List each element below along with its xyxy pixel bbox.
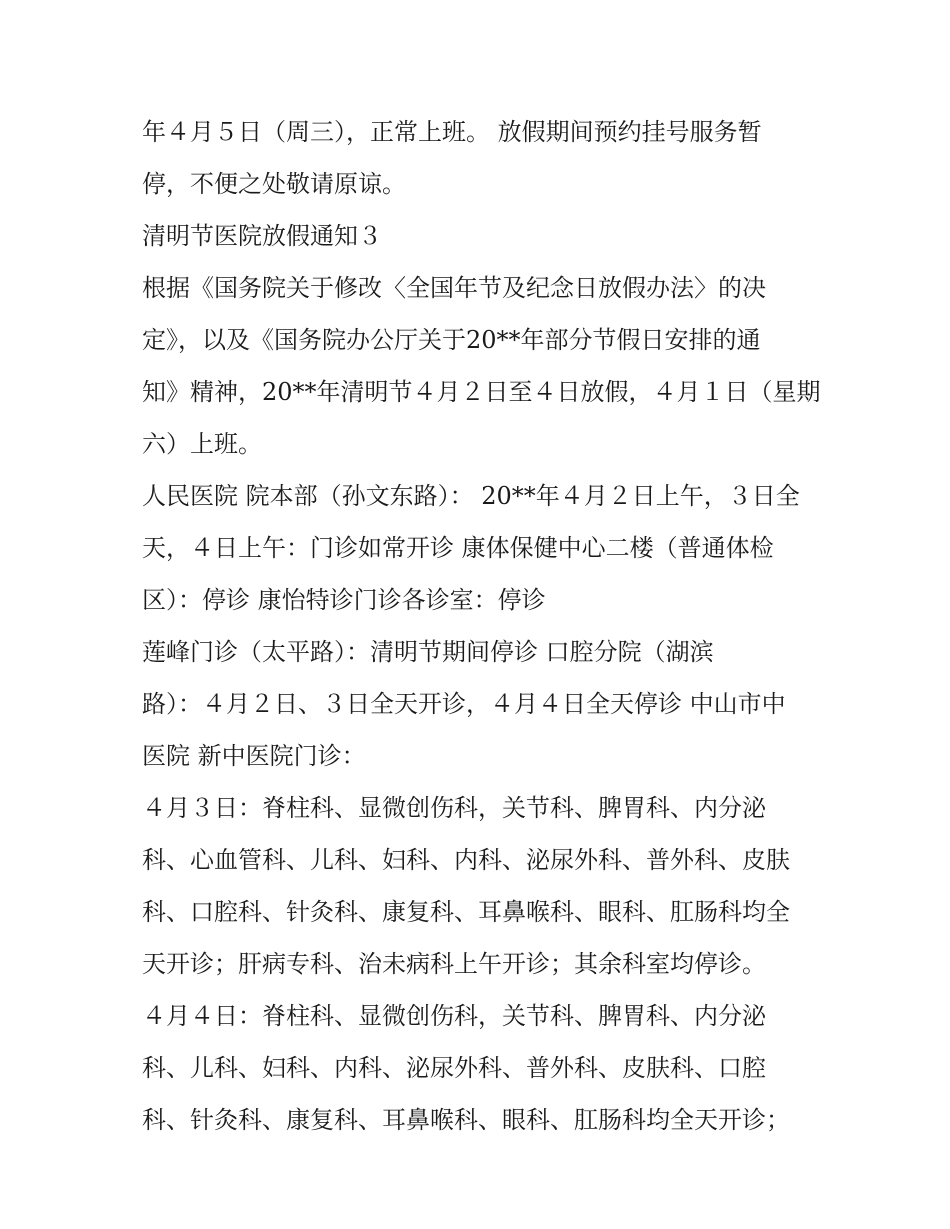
text-line: 根据《国务院关于修改〈全国年节及纪念日放假办法〉的决 [142,274,766,302]
text-line: 天开诊；肝病专科、治未病科上午开诊；其余科室均停诊。 [142,950,766,978]
text-line: 路）：４月２日、３日全天开诊，４月４日全天停诊 中山市中 [142,690,786,718]
text-line: ４月４日：脊柱科、显微创伤科，关节科、脾胃科、内分泌 [142,1002,766,1030]
text-line: 科、口腔科、针灸科、康复科、耳鼻喉科、眼科、肛肠科均全 [142,898,790,926]
text-line: 科、儿科、妇科、内科、泌尿外科、普外科、皮肤科、口腔 [142,1054,766,1082]
text-line: 天，４日上午：门诊如常开诊 康体保健中心二楼（普通体检 [142,534,774,562]
text-line: 年４月５日（周三），正常上班。 放假期间预约挂号服务暂 [142,118,762,146]
text-line: 科、心血管科、儿科、妇科、内科、泌尿外科、普外科、皮肤 [142,846,790,874]
text-line: 医院 新中医院门诊： [142,742,366,770]
text-line: 知》精神，20**年清明节４月２日至４日放假，４月１日（星期 [142,378,821,406]
text-line: 科、针灸科、康复科、耳鼻喉科、眼科、肛肠科均全天开诊； [142,1106,790,1134]
notice-body-text [142,106,822,1146]
text-line: 六）上班。 [142,430,262,458]
text-line: 莲峰门诊（太平路）：清明节期间停诊 口腔分院（湖滨 [142,638,714,666]
text-line: 定》，以及《国务院办公厅关于20**年部分节假日安排的通 [142,326,761,354]
section-heading: 清明节医院放假通知３ [142,222,382,250]
text-line: 区）：停诊 康怡特诊门诊各诊室：停诊 [142,586,546,614]
text-line: 人民医院 院本部（孙文东路）： 20**年４月２日上午，３日全 [142,482,800,510]
text-line: ４月３日：脊柱科、显微创伤科，关节科、脾胃科、内分泌 [142,794,766,822]
text-line: 停，不便之处敬请原谅。 [142,170,406,198]
